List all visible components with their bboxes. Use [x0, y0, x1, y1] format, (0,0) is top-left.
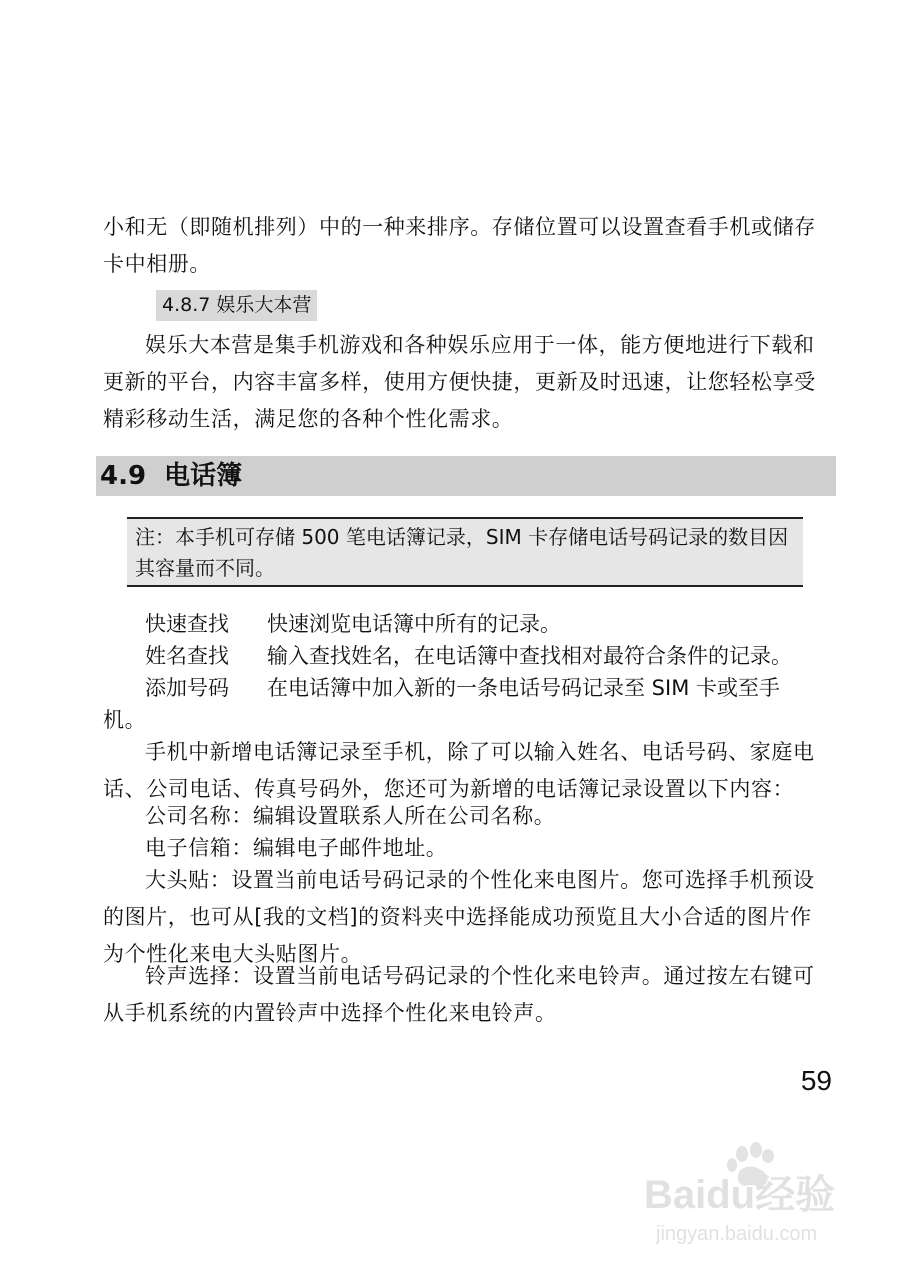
watermark-url: jingyan.baidu.com: [656, 1223, 818, 1245]
section-heading: [100, 456, 242, 496]
page-number: 59: [800, 1065, 832, 1096]
feature-term: 添加号码: [145, 676, 229, 700]
body-paragraph: 大头贴：设置当前电话号码记录的个性化来电图片。您可选择手机预设的图片，也可从[我的文档]的资料夹中选择能成功预览且大小合适的图片作为个性化来电大头贴图片。: [103, 868, 815, 966]
feature-tail: 机。: [103, 708, 147, 732]
body-paragraph: 公司名称：编辑设置联系人所在公司名称。: [145, 804, 556, 828]
section-title: 电话簿: [164, 461, 243, 491]
section-heading-bar: [96, 456, 836, 496]
body-paragraph: 铃声选择：设置当前电话号码记录的个性化来电铃声。通过按左右键可从手机系统的内置铃声中选择个性化来电铃声。: [103, 964, 815, 1025]
feature-desc: 在电话簿中加入新的一条电话号码记录至 SIM 卡或至手: [267, 676, 780, 700]
baidu-watermark-logo: [640, 1140, 850, 1250]
continuation-paragraph: 小和无（即随机排列）中的一种来排序。存储位置可以设置查看手机或储存卡中相册。: [103, 215, 816, 276]
note-box: [127, 517, 803, 587]
subsection-body: 娱乐大本营是集手机游戏和各种娱乐应用于一体，能方便地进行下载和更新的平台，内容丰富多样，使用方便快捷，更新及时迅速，让您轻松享受精彩移动生活，满足您的各种个性化需求。: [103, 333, 816, 431]
feature-term: 快速查找: [145, 612, 229, 636]
section-number: 4.9: [100, 461, 147, 491]
feature-term: 姓名查找: [145, 644, 229, 668]
body-paragraph: 电子信箱：编辑电子邮件地址。: [145, 836, 448, 860]
feature-desc: 输入查找姓名，在电话簿中查找相对最符合条件的记录。: [267, 644, 792, 668]
feature-desc: 快速浏览电话簿中所有的记录。: [267, 612, 561, 636]
body-paragraph: 手机中新增电话簿记录至手机，除了可以输入姓名、电话号码、家庭电话、公司电话、传真号码外，您还可为新增的电话簿记录设置以下内容：: [103, 740, 815, 801]
note-text: 注：本手机可存储 500 笔电话簿记录，SIM 卡存储电话号码记录的数目因其容量而不同。: [135, 525, 789, 580]
subsection-heading: 4.8.7 娱乐大本营: [156, 290, 317, 321]
watermark-brand: Baidu经验: [644, 1173, 836, 1217]
